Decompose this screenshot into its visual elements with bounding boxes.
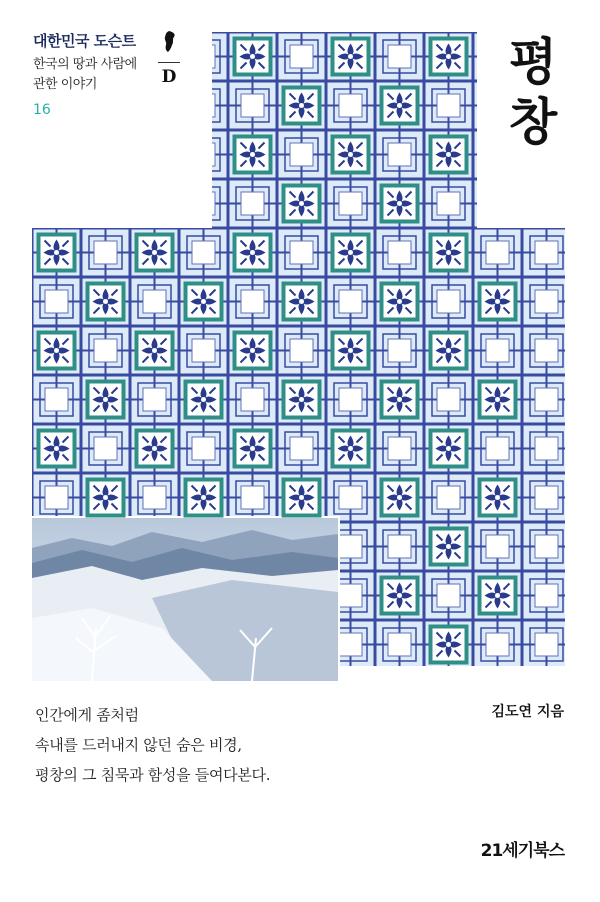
blurb-line1: 인간에게 좀처럼 (35, 706, 139, 724)
pattern-tile (429, 429, 469, 469)
pattern-tile (380, 478, 420, 518)
series-subtitle (33, 55, 137, 95)
cover-blurb (35, 700, 270, 790)
series-mark-letter: D (161, 67, 177, 87)
blurb-line2: 속내를 드러내지 않던 숨은 비경, (35, 736, 242, 754)
pattern-tile (86, 478, 126, 518)
pattern-tile (37, 233, 77, 273)
series-info (33, 30, 137, 118)
pattern-tile (429, 331, 469, 371)
pattern-tile (282, 478, 322, 518)
series-number: 16 (33, 102, 51, 118)
pattern-tile (478, 576, 518, 616)
pattern-tile (233, 429, 273, 469)
logo-divider (158, 62, 180, 63)
korea-peninsula-icon (159, 30, 179, 54)
book-title (498, 32, 568, 152)
pattern-tile (37, 331, 77, 371)
pattern-tile (380, 282, 420, 322)
pattern-tile (233, 135, 273, 175)
pattern-tile (478, 282, 518, 322)
pattern-tile (184, 478, 224, 518)
pattern-tile (331, 135, 371, 175)
pattern-tile (37, 429, 77, 469)
pattern-tile (233, 331, 273, 371)
pattern-tile (282, 86, 322, 126)
pattern-tile (429, 625, 469, 665)
series-title: 대한민국 도슨트 (33, 32, 136, 50)
pattern-tile (380, 380, 420, 420)
pattern-tile (184, 282, 224, 322)
pattern-tile (233, 37, 273, 77)
author-credit: 김도연 지음 (491, 704, 564, 720)
pattern-tile (331, 37, 371, 77)
pattern-tile (282, 282, 322, 322)
pattern-tile (429, 527, 469, 567)
pattern-tile (380, 86, 420, 126)
pattern-tile (184, 380, 224, 420)
pattern-tile (331, 233, 371, 273)
pattern-tile (380, 576, 420, 616)
pattern-tile (429, 37, 469, 77)
book-title-line2: 창 (508, 93, 558, 151)
snowy-mountain-photo (32, 518, 338, 681)
pattern-tile (478, 478, 518, 518)
pattern-tile (233, 233, 273, 273)
publisher-logo: 21세기북스 (480, 841, 564, 861)
pattern-tile (135, 331, 175, 371)
pattern-tile (429, 135, 469, 175)
blurb-line3: 평창의 그 침묵과 함성을 들여다본다. (35, 766, 271, 784)
pattern-tile (380, 184, 420, 224)
pattern-tile (135, 233, 175, 273)
pattern-tile (478, 380, 518, 420)
pattern-tile (86, 282, 126, 322)
series-subtitle-line2: 관한 이야기 (33, 77, 97, 92)
pattern-tile (282, 380, 322, 420)
pattern-tile (135, 429, 175, 469)
pattern-tile (429, 233, 469, 273)
pattern-tile (282, 184, 322, 224)
pattern-tile (331, 331, 371, 371)
korea-map-logo (152, 30, 186, 87)
series-subtitle-line1: 한국의 땅과 사람에 (33, 57, 137, 72)
book-title-line1: 평 (508, 33, 558, 91)
pattern-tile (86, 380, 126, 420)
pattern-tile (331, 429, 371, 469)
